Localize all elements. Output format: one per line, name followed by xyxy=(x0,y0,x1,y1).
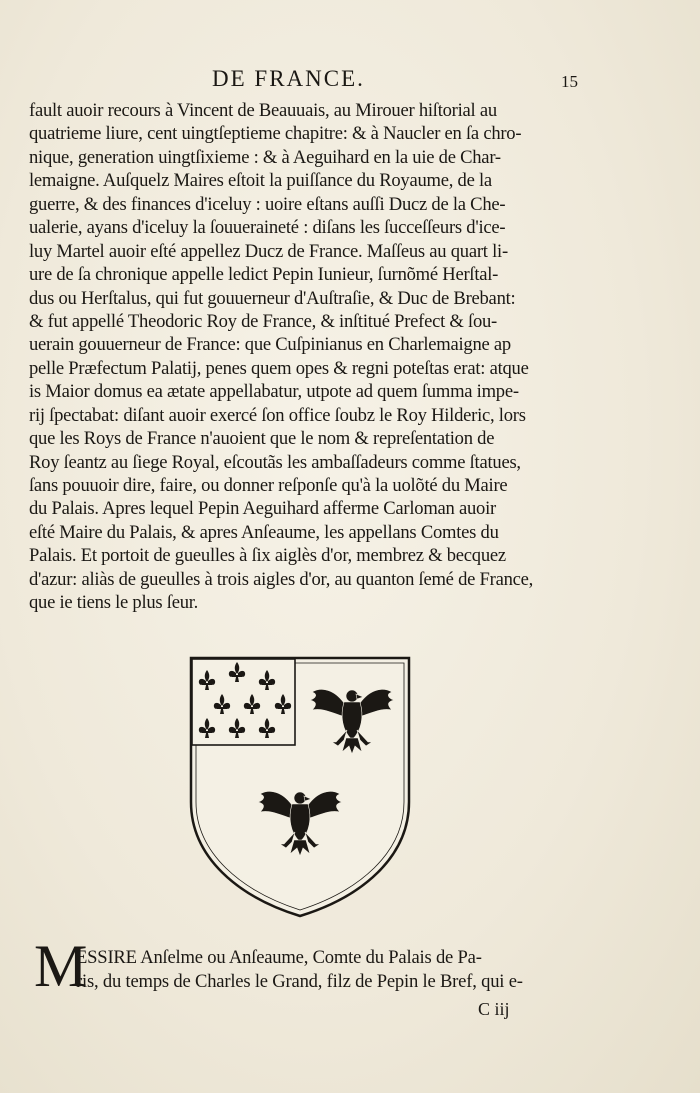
text-line: Palais. Et portoit de gueulles à ſix aiglès d'or, membrez & becquez xyxy=(29,545,506,567)
drop-cap: M xyxy=(34,933,88,999)
text-line: ure de ſa chronique appelle ledict Pepin Iunieur, ſurnõmé Herſtal- xyxy=(29,264,499,286)
text-line: guerre, & des finances d'iceluy : uoire eſtans auſſi Ducz de la Che- xyxy=(29,193,506,215)
text-line: Roy ſeantz au ſiege Royal, eſcoutãs les ambaſſadeurs comme ſtatues, xyxy=(29,451,521,473)
text-line: ualerie, ayans d'iceluy la ſouueraineté : diſans les ſucceſſeurs d'ice- xyxy=(29,217,506,239)
text-line: fault auoir recours à Vincent de Beauuais, au Mirouer hiſtorial au xyxy=(29,100,497,121)
running-title: DE FRANCE. xyxy=(212,66,365,91)
text-line: d'azur: aliàs de gueulles à trois aigles d'or, au quanton ſemé de France, xyxy=(29,568,534,590)
text-line: quatrieme liure, cent uingtſeptieme chapitre: & à Naucler en ſa chro- xyxy=(29,123,522,145)
text-line: nique, generation uingtſixieme : & à Aeguihard en la uie de Char- xyxy=(29,146,501,168)
text-line: ris, du temps de Charles le Grand, filz de Pepin le Bref, qui e- xyxy=(76,971,523,992)
text-line: dus ou Herſtalus, qui fut gouuerneur d'Auſtraſie, & Duc de Brebant: xyxy=(29,287,516,309)
text-line: is Maior domus ea ætate appellabatur, utpote ad quem ſumma impe- xyxy=(29,381,519,403)
text-line: ſans pouuoir dire, faire, ou donner reſponſe qu'à la uolõté du Maire xyxy=(29,475,508,496)
text-line: uerain gouuerneur de France: que Cuſpinianus en Charlemaigne ap xyxy=(29,334,511,356)
text-line: du Palais. Apres lequel Pepin Aeguihard afferme Carloman auoir xyxy=(29,498,496,520)
text-line: que ie tiens le plus ſeur. xyxy=(29,592,199,614)
text-line: ESSIRE Anſelme ou Anſeaume, Comte du Palais de Pa- xyxy=(76,947,482,968)
text-line: luy Martel auoir eſté appellez Ducz de France. Maſſeus au quart li- xyxy=(29,240,508,262)
text-line: lemaigne. Auſquelz Maires eſtoit la puiſſance du Royaume, de la xyxy=(29,170,492,192)
shield-icon xyxy=(187,652,413,920)
text-line: eſté Maire du Palais, & apres Anſeaume, les appellans Comtes du xyxy=(29,521,499,543)
coat-of-arms xyxy=(187,652,413,920)
text-line: rij ſpectabat: diſant auoir exercé ſon office ſoubz le Roy Hilderic, lors xyxy=(29,404,526,426)
text-line: pelle Præfectum Palatij, penes quem opes & regni poteſtas erat: atque xyxy=(29,357,529,379)
text-line: que les Roys de France n'auoient que le nom & repreſentation de xyxy=(29,428,495,450)
main-paragraph xyxy=(29,99,577,615)
page-number: 15 xyxy=(561,72,578,91)
page-header xyxy=(0,66,700,96)
signature-mark: C iij xyxy=(478,999,510,1019)
text-line: & fut appellé Theodoric Roy de France, & inſtitué Prefect & ſou- xyxy=(29,310,497,332)
